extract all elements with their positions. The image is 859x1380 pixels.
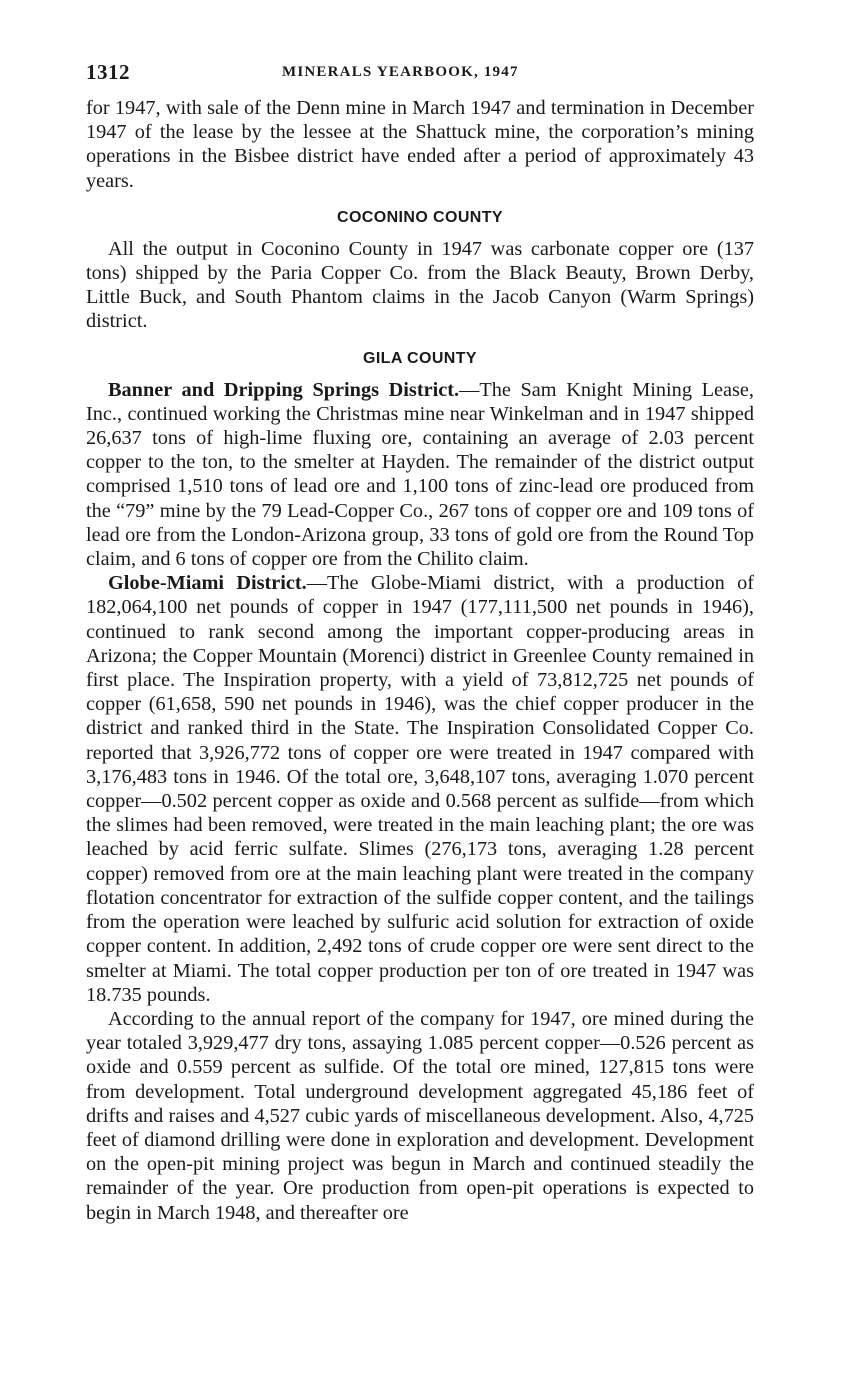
running-header (86, 60, 754, 90)
running-title: MINERALS YEARBOOK, 1947 (282, 64, 519, 80)
section-heading-gila: GILA COUNTY (362, 349, 478, 367)
paragraph-globe-miami-district (86, 571, 754, 1007)
banner-district-text: —The Sam Knight Mining Lease, Inc., continued working the Christmas mine near Winkelman and in 1947 shipped 26,637 tons of high-lime fluxing ore, containing an average of 2.03 percent copper to the ton, to the smelter at Hayden. The remainder of the district output comprised 1,510 tons of lead ore and 1,100 tons of zinc-lead ore produced from the “79” mine by the 79 Lead-Copper Co., 267 tons of copper ore and 109 tons of lead ore from the London-Arizona group, 33 tons of gold ore from the Round Top claim, and 6 tons of copper ore from the Chilito claim. (86, 378, 754, 571)
paragraph-coconino: All the output in Coconino County in 1947 was carbonate copper ore (137 tons) shipped by the Paria Copper Co. from the Black Beauty, Brown Derby, Little Buck, and South Phantom claims in the Jacob Canyon (Warm Springs) district. (86, 237, 754, 333)
page-number: 1312 (86, 60, 130, 84)
paragraph-banner-district (86, 378, 754, 572)
paragraph-bisbee-conclusion: for 1947, with sale of the Denn mine in March 1947 and termination in December 1947 of the lease by the lessee at the Shattuck mine, the corporation’s mining operations in the Bisbee district have ended after a period of approximately 43 years. (86, 97, 754, 192)
document-page (86, 60, 754, 1225)
section-heading-coconino: COCONINO COUNTY (337, 208, 503, 226)
run-in-heading-banner: Banner and Dripping Springs District. (108, 378, 460, 401)
paragraph-annual-report: According to the annual report of the company for 1947, ore mined during the year totaled 3,929,477 dry tons, assaying 1.085 percent copper—0.526 percent as oxide and 0.559 percent as sulfide. Of the total ore mined, 127,815 tons were from development. Total underground development aggregated 45,186 feet of drifts and raises and 4,527 cubic yards of miscellaneous development. Also, 4,725 feet of diamond drilling were done in exploration and development. Development on the open-pit mining project was begun in March and continued steadily the remainder of the year. Ore production from open-pit operations is expected to begin in March 1948, and thereafter ore (86, 1007, 754, 1224)
run-in-heading-globe-miami: Globe-Miami District. (108, 572, 307, 595)
globe-miami-district-text: —The Globe-Miami district, with a production of 182,064,100 net pounds of copper in 1947 (177,111,500 net pounds in 1946), continued to rank second among the important copper-producing areas in Arizona; the Copper Mountain (Morenci) district in Greenlee County remained in first place. The Inspiration property, with a yield of 73,812,725 net pounds of copper (61,658, 590 net pounds in 1946), was the chief copper producer in the district and ranked third in the State. The Inspiration Consolidated Copper Co. reported that 3,926,772 tons of copper ore were treated in 1947 compared with 3,176,483 tons in 1946. Of the total ore, 3,648,107 tons, averaging 1.070 percent copper—0.502 percent copper as oxide and 0.568 percent as sulfide—from which the slimes had been removed, were treated in the main leaching plant; the ore was leached by acid ferric sulfate. Slimes (276,173 tons, averaging 1.28 percent copper) removed from ore at the main leaching plant were treated in the company flotation concentrator for extraction of the sulfide copper content, and the tailings from the operation were leached by sulfuric acid solution for extraction of oxide copper content. In addition, 2,492 tons of crude copper ore were sent direct to the smelter at Miami. The total copper production per ton of ore treated in 1947 was 18.735 pounds. (86, 572, 754, 1006)
